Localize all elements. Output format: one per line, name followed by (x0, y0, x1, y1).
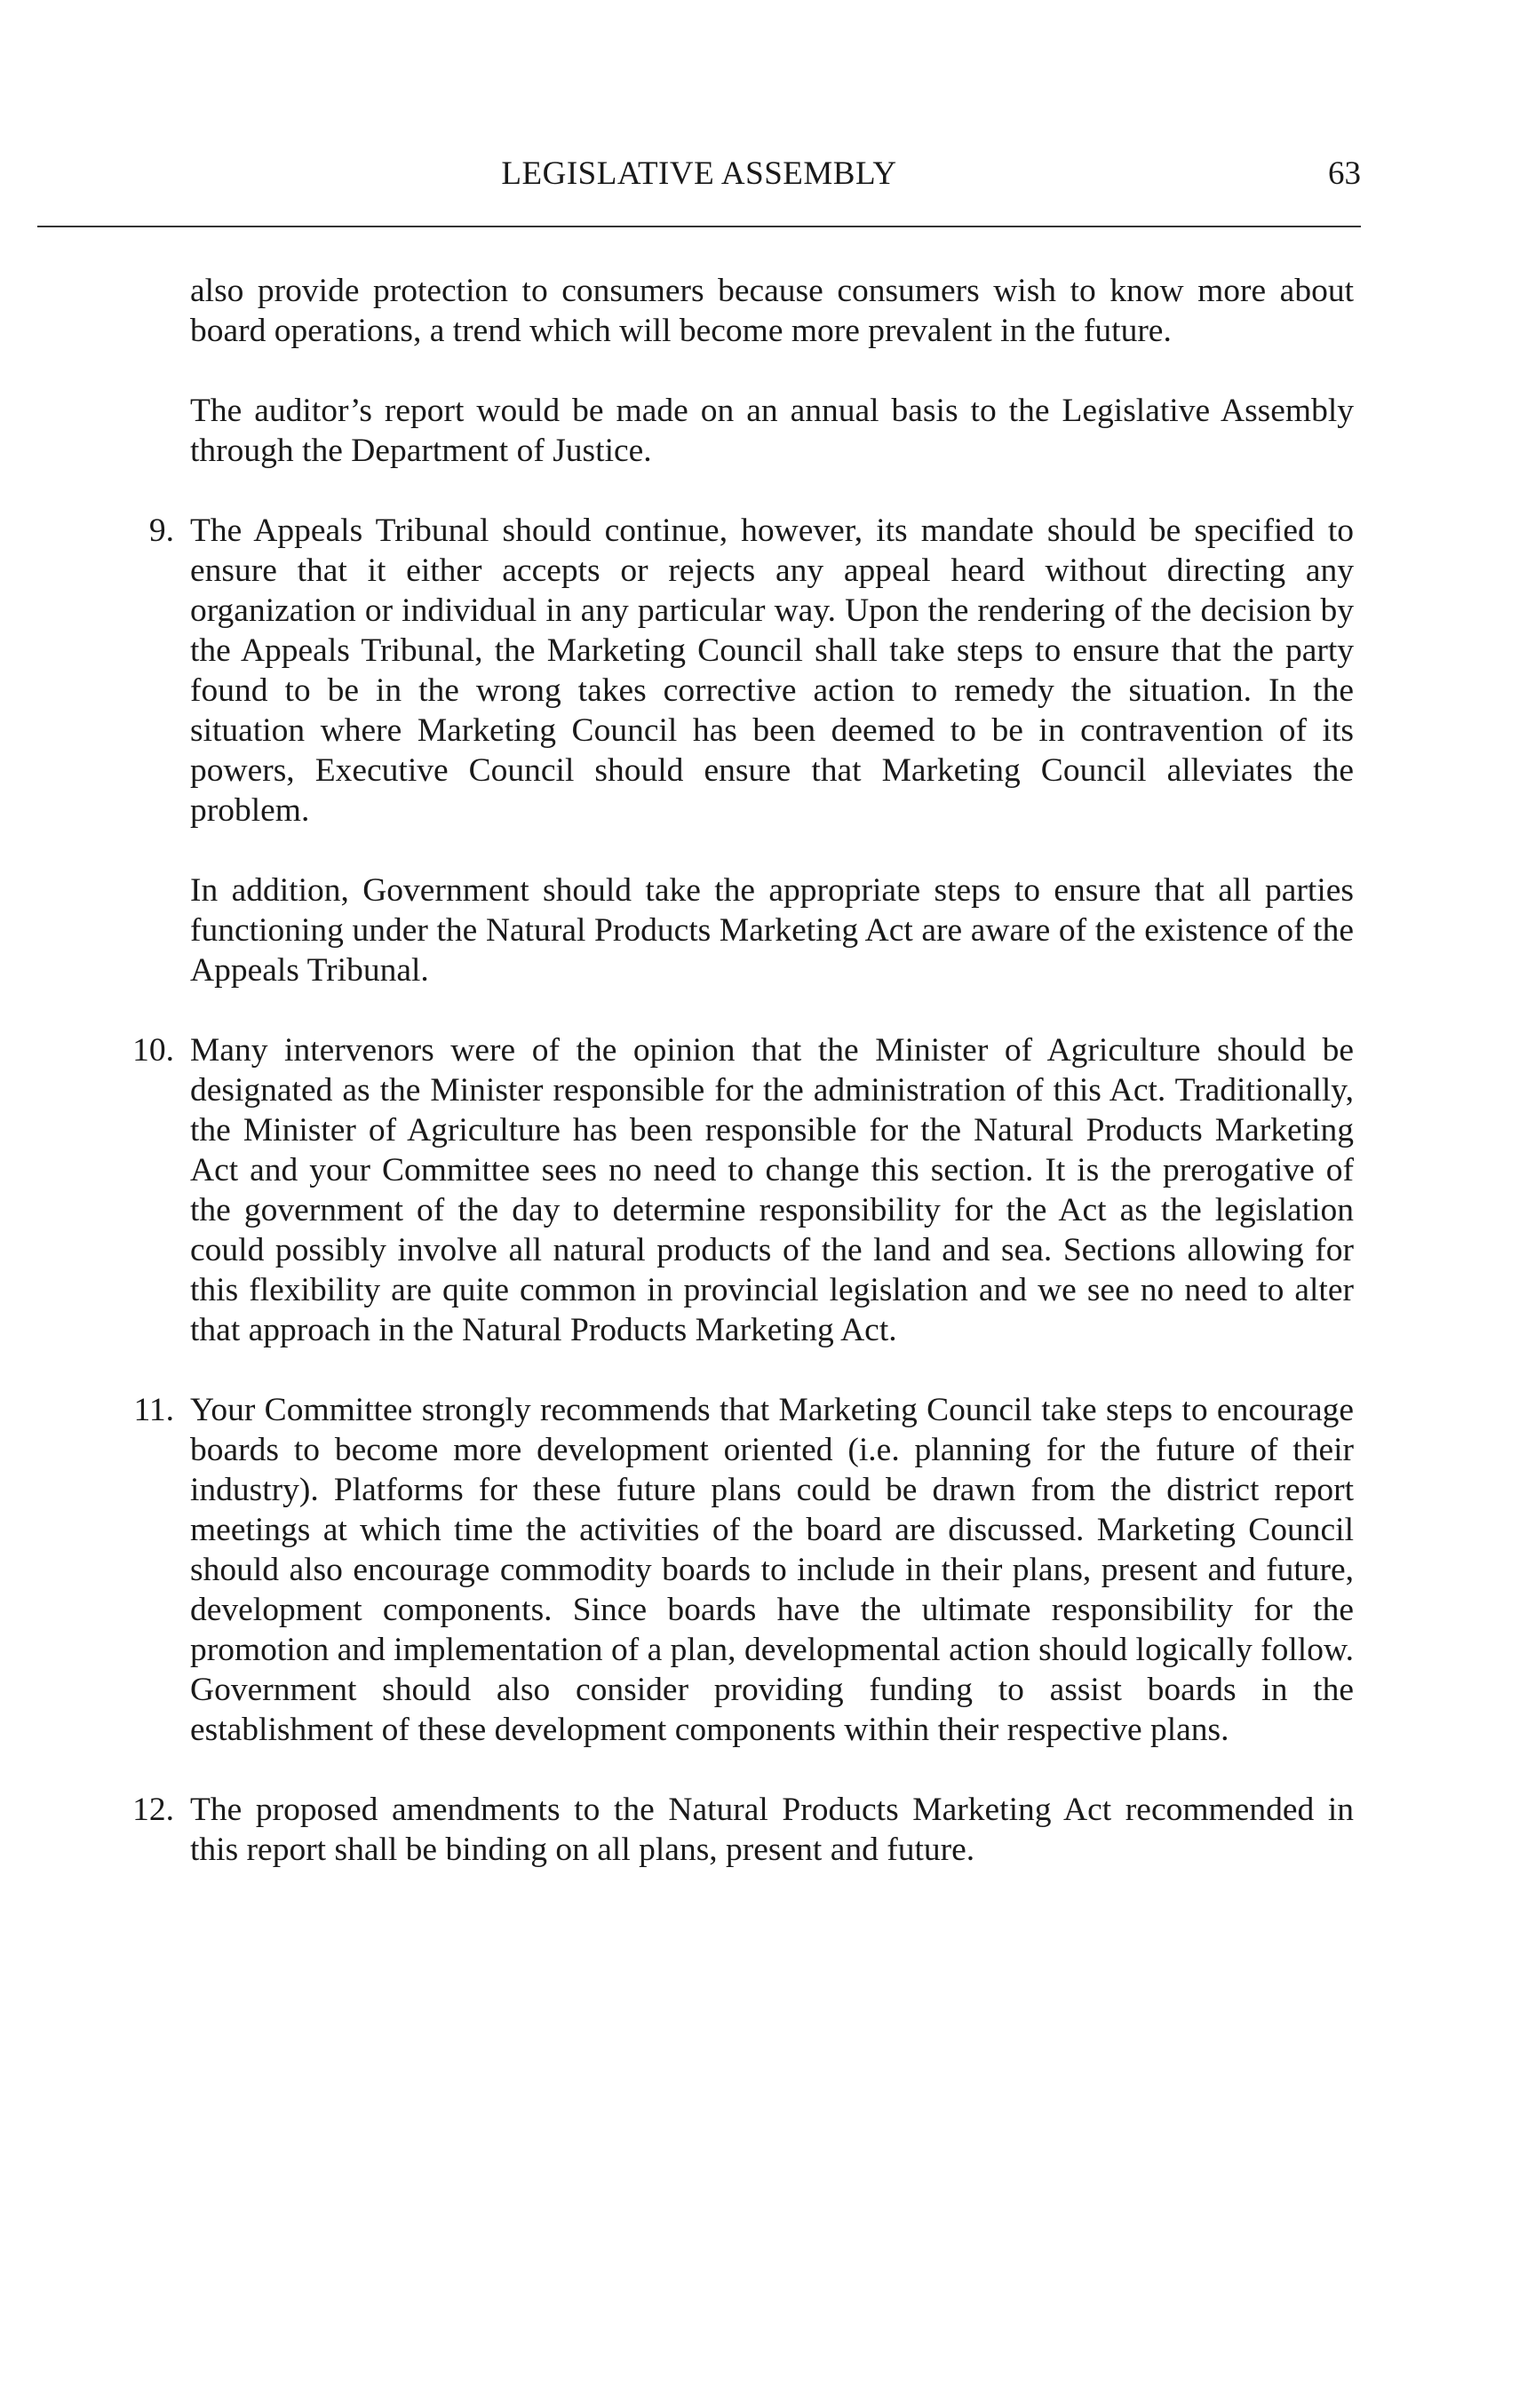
item-paragraph: In addition, Government should take the appropriate steps to ensure that all parties functioning under the Natural Products Marketing Act are aware of the existence of the Appeals Tribunal. (190, 872, 1354, 989)
item-paragraph: Your Committee strongly recommends that Marketing Council take steps to encourage boards to become more development oriented (i.e. planning for the future of their industry). Platforms for these future plans could be drawn from the district report meetings at which time the activities of the board are discussed. Marketing Council should also encourage commodity boards to include in their plans, present and future, development components. Since boards have the ultimate responsibility for the promotion and implementation of a plan, developmental action should logically follow. Government should also consider providing funding to assist boards in the establishment of these development components within their respective plans. (190, 1392, 1354, 1748)
item-number: 9. (148, 513, 174, 549)
item-paragraph: The Appeals Tribunal should continue, however, its mandate should be specified to ensure that it either accepts or rejects any appeal heard without directing any organization or individual in any particular way. Upon the rendering of the decision by the Appeals Tribunal, the Marketing Council shall take steps to ensure that the party found to be in the wrong takes corrective action to remedy the situation. In the situation where Marketing Council has been deemed to be in contravention of its powers, Executive Council should ensure that Marketing Council alleviates the problem. (190, 513, 1354, 829)
page-number: 63 (1328, 155, 1361, 192)
item-paragraph: The proposed amendments to the Natural Products Marketing Act recommended in this report shall be binding on all plans, present and future. (190, 1792, 1354, 1868)
item-number: 11. (133, 1392, 174, 1428)
header-title: LEGISLATIVE ASSEMBLY (501, 155, 897, 192)
intro-paragraph: The auditor’s report would be made on an annual basis to the Legislative Assembly through the Department of Justice. (190, 393, 1354, 469)
body-text (132, 271, 1354, 1910)
numbered-item-11 (133, 1390, 1354, 1750)
numbered-item-10 (132, 1030, 1354, 1350)
intro-paragraph: also provide protection to consumers because consumers wish to know more about board operations, a trend which will become more prevalent in the future. (190, 273, 1354, 349)
running-header (37, 151, 1361, 206)
numbered-item-9 (148, 511, 1354, 990)
item-number: 12. (132, 1792, 174, 1828)
header-rule (37, 226, 1361, 227)
numbered-item-12 (132, 1790, 1354, 1870)
item-number: 10. (132, 1032, 174, 1069)
item-paragraph: Many intervenors were of the opinion that the Minister of Agriculture should be designated as the Minister responsible for the administration of this Act. Traditionally, the Minister of Agriculture has been responsible for the Natural Products Marketing Act and your Committee sees no need to change this section. It is the prerogative of the government of the day to determine responsibility for the Act as the legislation could possibly involve all natural products of the land and sea. Sections allowing for this flexibility are quite common in provincial legislation and we see no need to alter that approach in the Natural Products Marketing Act. (190, 1032, 1354, 1348)
